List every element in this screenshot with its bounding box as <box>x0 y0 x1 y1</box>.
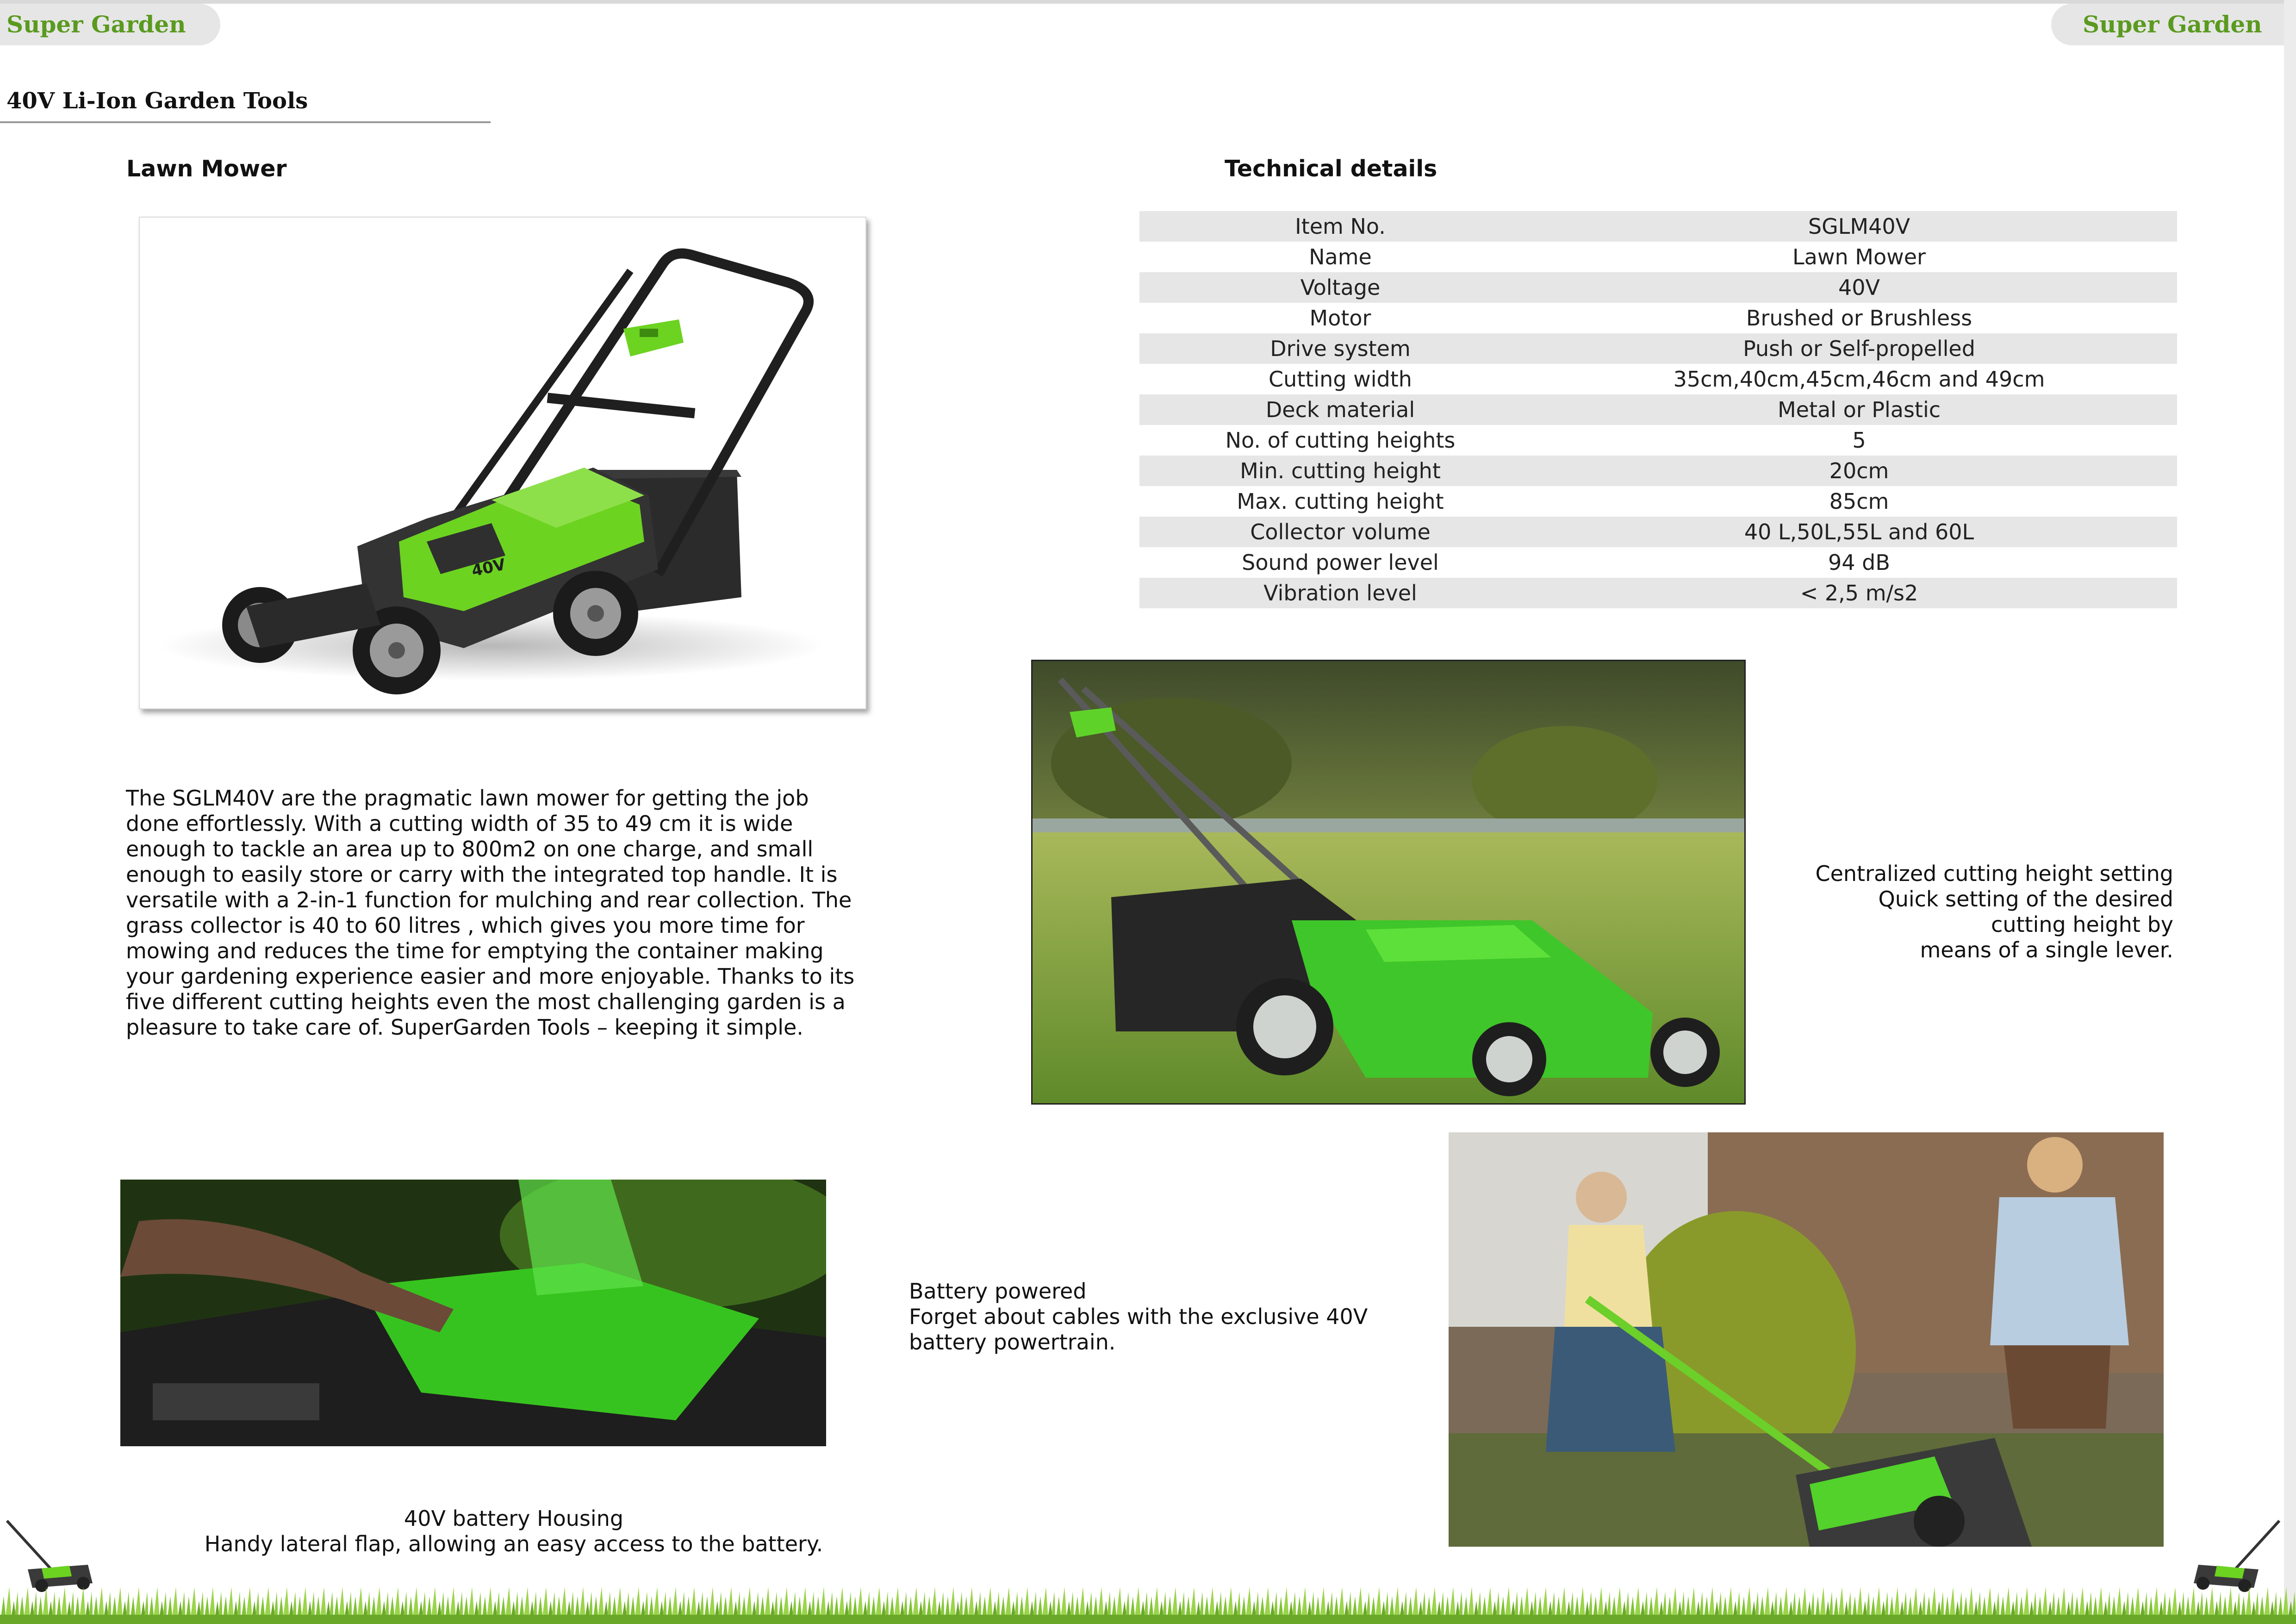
spec-row <box>1139 272 2177 303</box>
feature-line: Battery powered <box>909 1279 1087 1304</box>
spec-row <box>1139 242 2177 272</box>
spec-row <box>1139 394 2177 425</box>
description-line: pleasure to take care of. SuperGarden Tools – keeping it simple. <box>126 1015 803 1040</box>
right-page-edge <box>2284 0 2296 1624</box>
section-title: 40V Li-Ion Garden Tools <box>6 88 308 114</box>
description-line: mowing and reduces the time for emptying the container making <box>126 938 824 963</box>
feature-line: Centralized cutting height setting <box>1815 861 2173 886</box>
description-line: The SGLM40V are the pragmatic lawn mower for getting the job <box>126 786 809 811</box>
mower-corner-icon <box>2189 1514 2286 1593</box>
battery-compartment-photo <box>120 1180 826 1446</box>
description-line: your gardening experience easier and more enjoyable. Thanks to its <box>126 964 855 989</box>
spec-label: Deck material <box>1139 394 1541 425</box>
spec-label: Voltage <box>1139 272 1541 303</box>
spec-label: Motor <box>1309 306 1371 331</box>
mower-corner-icon <box>0 1514 97 1593</box>
spec-value: Push or Self-propelled <box>1541 333 2177 364</box>
brand-tab-right <box>2051 4 2284 45</box>
description-line: five different cutting heights even the most challenging garden is a <box>126 989 846 1014</box>
spec-value: Lawn Mower <box>1792 244 1926 269</box>
spec-label: Drive system <box>1139 333 1541 364</box>
product-description <box>126 786 854 1040</box>
spec-row <box>1139 578 2177 608</box>
wheel <box>1650 1018 1720 1087</box>
spec-value: Metal or Plastic <box>1541 394 2177 425</box>
brand-name: Super Garden <box>2083 11 2262 38</box>
spec-value: 5 <box>1852 428 1866 453</box>
spec-label: No. of cutting heights <box>1225 428 1456 453</box>
feature-line: 40V battery Housing <box>404 1506 624 1531</box>
spec-label: Vibration level <box>1139 578 1541 608</box>
description-line: done effortlessly. With a cutting width of 35 to 49 cm it is wide <box>126 811 793 836</box>
spec-row <box>1139 517 2177 547</box>
description-line: enough to tackle an area up to 800m2 on one charge, and small <box>126 837 814 862</box>
description-line: versatile with a 2-in-1 function for mulching and rear collection. The <box>126 887 852 912</box>
product-image-card <box>139 217 866 709</box>
spec-label: Collector volume <box>1139 517 1541 547</box>
section-divider <box>0 121 491 123</box>
spec-value: < 2,5 m/s2 <box>1541 578 2177 608</box>
feature-line: Handy lateral flap, allowing an easy access to the battery. <box>204 1531 823 1556</box>
spec-label: Name <box>1309 244 1372 269</box>
spec-row <box>1139 211 2177 242</box>
brand-tab-left <box>0 4 220 45</box>
battery-powered-feature <box>909 1279 1368 1355</box>
spec-label: Sound power level <box>1242 550 1439 575</box>
spec-row <box>1139 456 2177 486</box>
spec-value: 40 L,50L,55L and 60L <box>1541 517 2177 547</box>
spec-row <box>1139 486 2177 517</box>
spec-row <box>1139 303 2177 333</box>
height-setting-feature <box>1796 861 2173 963</box>
spec-label: Item No. <box>1139 211 1541 242</box>
spec-label: Min. cutting height <box>1139 456 1541 486</box>
spec-row <box>1139 364 2177 394</box>
wheel <box>553 571 638 656</box>
grass-border <box>0 1582 2296 1624</box>
feature-line: Quick setting of the desired <box>1878 887 2173 912</box>
deck-label: 40V <box>470 555 507 581</box>
brand-name: Super Garden <box>6 11 186 38</box>
product-title: Lawn Mower <box>126 156 287 182</box>
spec-value: 40V <box>1541 272 2177 303</box>
spec-value: 20cm <box>1541 456 2177 486</box>
description-line: enough to easily store or carry with the integrated top handle. It is <box>126 862 838 887</box>
technical-details-table <box>1139 211 2177 608</box>
feature-line: cutting height by <box>1991 912 2173 937</box>
battery-housing-feature <box>120 1506 907 1557</box>
spec-value: 94 dB <box>1828 550 1890 575</box>
spec-label: Max. cutting height <box>1237 489 1444 514</box>
spec-row <box>1139 547 2177 578</box>
spec-label: Cutting width <box>1269 367 1412 392</box>
technical-details-title: Technical details <box>1225 156 1437 182</box>
top-border <box>0 0 2296 4</box>
feature-line: Forget about cables with the exclusive 40V <box>909 1304 1368 1329</box>
wheel <box>1472 1022 1546 1096</box>
garden-family-photo <box>1449 1132 2164 1547</box>
spec-value: Brushed or Brushless <box>1746 306 1972 331</box>
spec-value: SGLM40V <box>1541 211 2177 242</box>
spec-value: 85cm <box>1829 489 1889 514</box>
description-line: grass collector is 40 to 60 litres , which gives you more time for <box>126 913 805 938</box>
spec-row <box>1139 333 2177 364</box>
wheel <box>1236 978 1333 1075</box>
feature-line: battery powertrain. <box>909 1330 1116 1355</box>
lawn-mower-product-image <box>140 218 865 708</box>
spec-row <box>1139 425 2177 456</box>
mower-on-lawn-photo <box>1031 660 1746 1105</box>
feature-line: means of a single lever. <box>1920 937 2173 962</box>
spec-value: 35cm,40cm,45cm,46cm and 49cm <box>1673 367 2045 392</box>
